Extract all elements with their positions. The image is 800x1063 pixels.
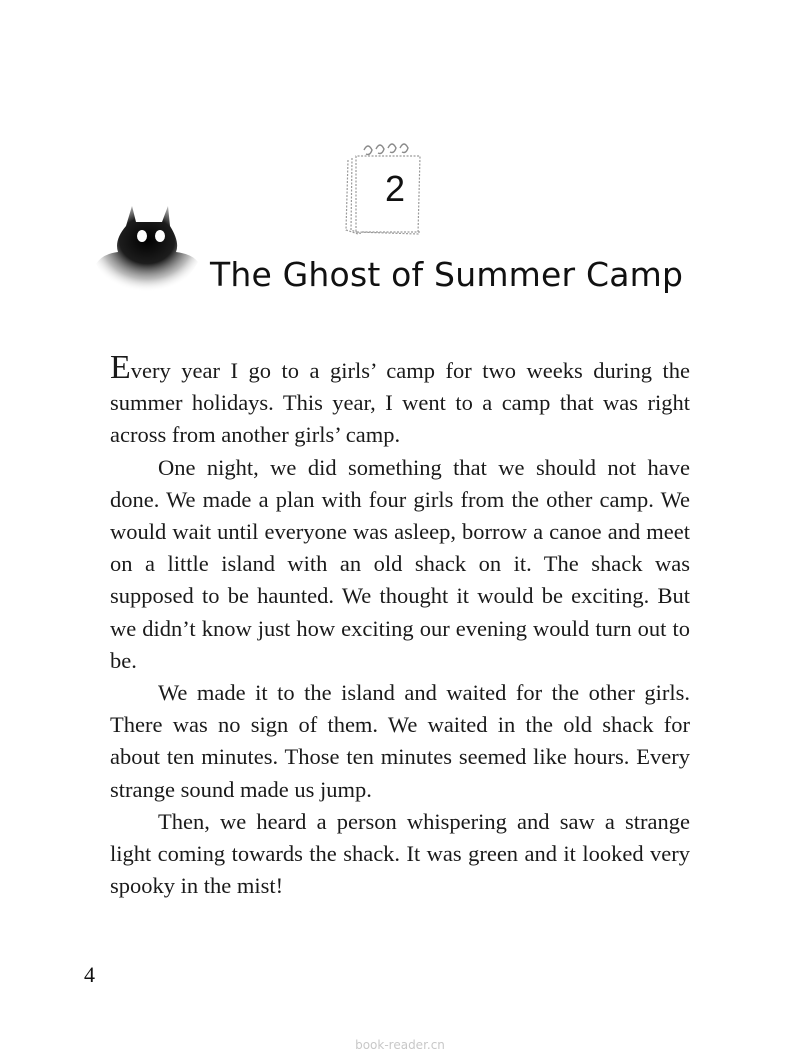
ghost-icon [92, 192, 200, 296]
story-text [110, 349, 690, 902]
chapter-number: 2 [384, 168, 406, 209]
paragraph: Then, we heard a person whispering and saw a strange light coming towards the shack. It was green and it looked very spooky in the mist! [110, 808, 690, 899]
drop-cap: E [110, 349, 131, 386]
page-number: 4 [84, 962, 95, 987]
paragraph: One night, we did something that we should not have done. We made a plan with four girls from the other camp. We would wait until everyone was asleep, borrow a canoe and meet on a little island with an old shack on it. The shack was supposed to be haunted. We thought it would be exciting. But we didn’t know just how exciting our evening would turn out to be. [110, 454, 690, 673]
chapter-title: The Ghost of Summer Camp [210, 255, 684, 294]
watermark: book-reader.cn [355, 1038, 445, 1052]
paragraph: We made it to the island and waited for the other girls. There was no sign of them. We waited in the old shack for about ten minutes. Those ten minutes seemed like hours. Every strange sound made us jump. [110, 680, 690, 802]
paragraph: Every year I go to a girls’ camp for two weeks during the summer holidays. This year, I went to a camp that was right across from another girls’ camp. [110, 349, 690, 448]
